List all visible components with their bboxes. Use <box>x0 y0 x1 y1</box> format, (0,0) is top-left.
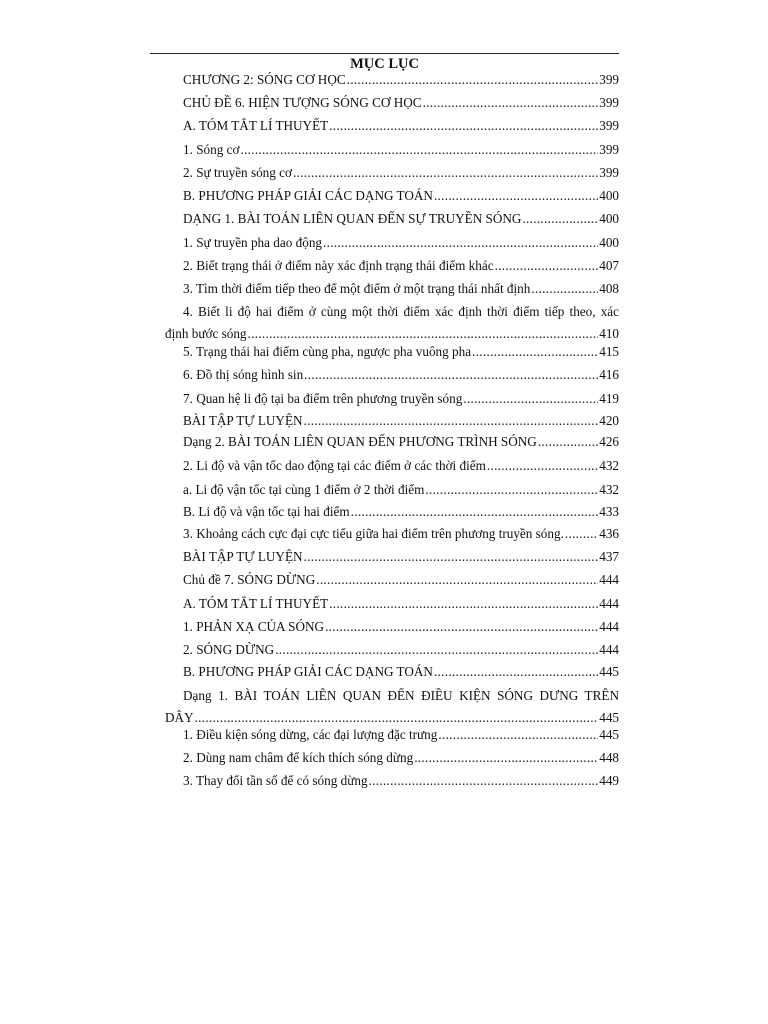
toc-entry <box>183 482 619 498</box>
toc-entry-continuation <box>165 326 619 342</box>
toc-entry <box>183 750 619 766</box>
dot-leader <box>522 211 598 227</box>
toc-entry-title: 5. Trạng thái hai điểm cùng pha, ngược pha vuông pha <box>183 344 472 359</box>
toc-entry <box>183 235 619 251</box>
toc-entry-title: 3. Khoảng cách cực đại cực tiểu giữa hai điểm trên phương truyền sóng. <box>183 526 564 541</box>
toc-page-number: 445 <box>599 727 619 742</box>
dot-leader <box>329 118 598 134</box>
toc-page-number: 399 <box>599 118 619 133</box>
toc-entry-title: BÀI TẬP TỰ LUYỆN <box>183 549 303 564</box>
toc-entry <box>183 572 619 588</box>
toc-entry-title-cont: DÂY <box>165 710 194 725</box>
toc-page-number: 407 <box>599 258 619 273</box>
toc-page-number: 433 <box>599 504 619 519</box>
dot-leader <box>438 727 598 743</box>
toc-entry-title: 1. Sự truyền pha dao động <box>183 235 323 250</box>
dot-leader <box>487 458 598 474</box>
toc-entry <box>183 526 619 542</box>
toc-entry-title: 1. PHẢN XẠ CỦA SÓNG <box>183 619 325 634</box>
dot-leader <box>304 367 598 383</box>
dot-leader <box>495 258 599 274</box>
toc-entry <box>183 727 619 743</box>
toc-entry <box>183 258 619 274</box>
toc-page-number: 432 <box>599 482 619 497</box>
dot-leader <box>425 482 598 498</box>
toc-page-number: 436 <box>599 526 619 541</box>
dot-leader <box>565 526 598 542</box>
toc-page-number: 410 <box>599 326 619 341</box>
toc-entry <box>183 95 619 111</box>
toc-entry-title: B. PHƯƠNG PHÁP GIẢI CÁC DẠNG TOÁN <box>183 188 433 203</box>
dot-leader <box>316 572 598 588</box>
toc-entry <box>183 142 619 158</box>
dot-leader <box>423 95 599 111</box>
toc-entry-title: Dạng 2. BÀI TOÁN LIÊN QUAN ĐẾN PHƯƠNG TRÌNH SÓNG <box>183 434 537 449</box>
toc-page-number: 444 <box>599 572 619 587</box>
toc-page-number: 400 <box>599 211 619 226</box>
dot-leader <box>347 72 599 88</box>
toc-page-number: 448 <box>599 750 619 765</box>
toc-page-number: 400 <box>599 188 619 203</box>
toc-page-number: 444 <box>599 596 619 611</box>
dot-leader <box>463 391 598 407</box>
toc-entry <box>183 619 619 635</box>
toc-entry-title-cont: định bước sóng <box>165 326 247 341</box>
toc-page-number: 408 <box>599 281 619 296</box>
dot-leader <box>304 413 599 429</box>
toc-page-number: 399 <box>599 72 619 87</box>
toc-page-number: 445 <box>599 710 619 725</box>
toc-entry <box>183 391 619 407</box>
dot-leader <box>293 165 598 181</box>
toc-entry-title: 2. Li độ và vận tốc dao động tại các điểm ở các thời điểm <box>183 458 486 473</box>
toc-entry <box>183 367 619 383</box>
toc-entry-title: 4. Biết li độ hai điểm ở cùng một thời điểm xác định thời điểm tiếp theo, xác <box>183 304 619 319</box>
toc-page-number: 445 <box>599 664 619 679</box>
toc-page-number: 399 <box>599 142 619 157</box>
toc-page-number: 449 <box>599 773 619 788</box>
dot-leader <box>240 142 598 158</box>
toc-entry-title: CHỦ ĐỀ 6. HIỆN TƯỢNG SÓNG CƠ HỌC <box>183 95 422 110</box>
dot-leader <box>304 549 599 565</box>
toc-page-number: 444 <box>599 642 619 657</box>
toc-entry <box>183 549 619 565</box>
toc-entry-title: 1. Điều kiện sóng dừng, các đại lượng đặc trưng <box>183 727 438 742</box>
toc-page-number: 399 <box>599 165 619 180</box>
toc-page-number: 426 <box>599 434 619 449</box>
toc-entry <box>183 642 619 658</box>
toc-title: MỤC LỤC <box>350 56 419 72</box>
toc-entry <box>183 281 619 297</box>
dot-leader <box>369 773 599 789</box>
toc-page-number: 400 <box>599 235 619 250</box>
dot-leader <box>248 326 599 342</box>
dot-leader <box>351 504 599 520</box>
dot-leader <box>275 642 598 658</box>
toc-page-number: 416 <box>599 367 619 382</box>
toc-entry-title: 3. Tìm thời điểm tiếp theo để một điểm ở một trạng thái nhất định <box>183 281 531 296</box>
toc-entry <box>183 664 619 680</box>
toc-page-number: 419 <box>599 391 619 406</box>
toc-entry-continuation <box>165 710 619 726</box>
toc-entry <box>183 72 619 88</box>
toc-entry <box>183 504 619 520</box>
toc-entry-title: B. PHƯƠNG PHÁP GIẢI CÁC DẠNG TOÁN <box>183 664 433 679</box>
toc-entry-title: Chủ đề 7. SÓNG DỪNG <box>183 572 316 587</box>
toc-entry-title: BÀI TẬP TỰ LUYỆN <box>183 413 303 428</box>
toc-entry <box>165 688 619 726</box>
toc-entry-title: Dạng 1. BÀI TOÁN LIÊN QUAN ĐẾN ĐIỀU KIỆN SÓNG DƯNG TRÊN <box>183 688 619 703</box>
toc-entry-title: A. TÓM TẮT LÍ THUYẾT <box>183 596 329 611</box>
toc-entry-title: B. Li độ và vận tốc tại hai điểm <box>183 504 350 519</box>
toc-entry <box>183 211 619 227</box>
toc-entry <box>183 458 619 474</box>
toc-entry-title: 2. Biết trạng thái ở điểm này xác định trạng thái điểm khác <box>183 258 494 273</box>
toc-entry-title: 7. Quan hệ li độ tại ba điểm trên phương truyền sóng <box>183 391 463 406</box>
toc-entry-title: 1. Sóng cơ <box>183 142 240 157</box>
toc-entry <box>183 165 619 181</box>
toc-entry <box>183 773 619 789</box>
dot-leader <box>472 344 598 360</box>
toc-entry <box>183 344 619 360</box>
toc-entry-title: CHƯƠNG 2: SÓNG CƠ HỌC <box>183 72 346 87</box>
dot-leader <box>434 664 598 680</box>
dot-leader <box>325 619 598 635</box>
toc-entry-title: 2. Dùng nam châm để kích thích sóng dừng <box>183 750 414 765</box>
dot-leader <box>414 750 598 766</box>
dot-leader <box>538 434 598 450</box>
toc-entry-title: 2. Sự truyền sóng cơ <box>183 165 292 180</box>
toc-entry-title: 2. SÓNG DỪNG <box>183 642 275 657</box>
toc-entry-title: A. TÓM TẮT LÍ THUYẾT <box>183 118 329 133</box>
toc-entry-title: 6. Đồ thị sóng hình sin <box>183 367 304 382</box>
dot-leader <box>531 281 598 297</box>
dot-leader <box>195 710 599 726</box>
toc-entry <box>165 304 619 342</box>
dot-leader <box>323 235 598 251</box>
dot-leader <box>329 596 598 612</box>
toc-entry <box>183 413 619 429</box>
dot-leader <box>434 188 598 204</box>
toc-page-number: 432 <box>599 458 619 473</box>
toc-page-number: 415 <box>599 344 619 359</box>
toc-entry <box>183 188 619 204</box>
toc-entry <box>183 596 619 612</box>
toc-entry-title: DẠNG 1. BÀI TOÁN LIÊN QUAN ĐẾN SỰ TRUYỀN SÓNG <box>183 211 522 226</box>
toc-entry-title: a. Li độ vận tốc tại cùng 1 điểm ở 2 thời điểm <box>183 482 425 497</box>
toc-entry <box>183 118 619 134</box>
toc-entry <box>183 434 619 450</box>
toc-page-number: 437 <box>599 549 619 564</box>
toc-page-number: 399 <box>599 95 619 110</box>
toc-page-number: 420 <box>599 413 619 428</box>
toc-entry-title: 3. Thay đổi tần số để có sóng dừng <box>183 773 368 788</box>
toc-page-number: 444 <box>599 619 619 634</box>
